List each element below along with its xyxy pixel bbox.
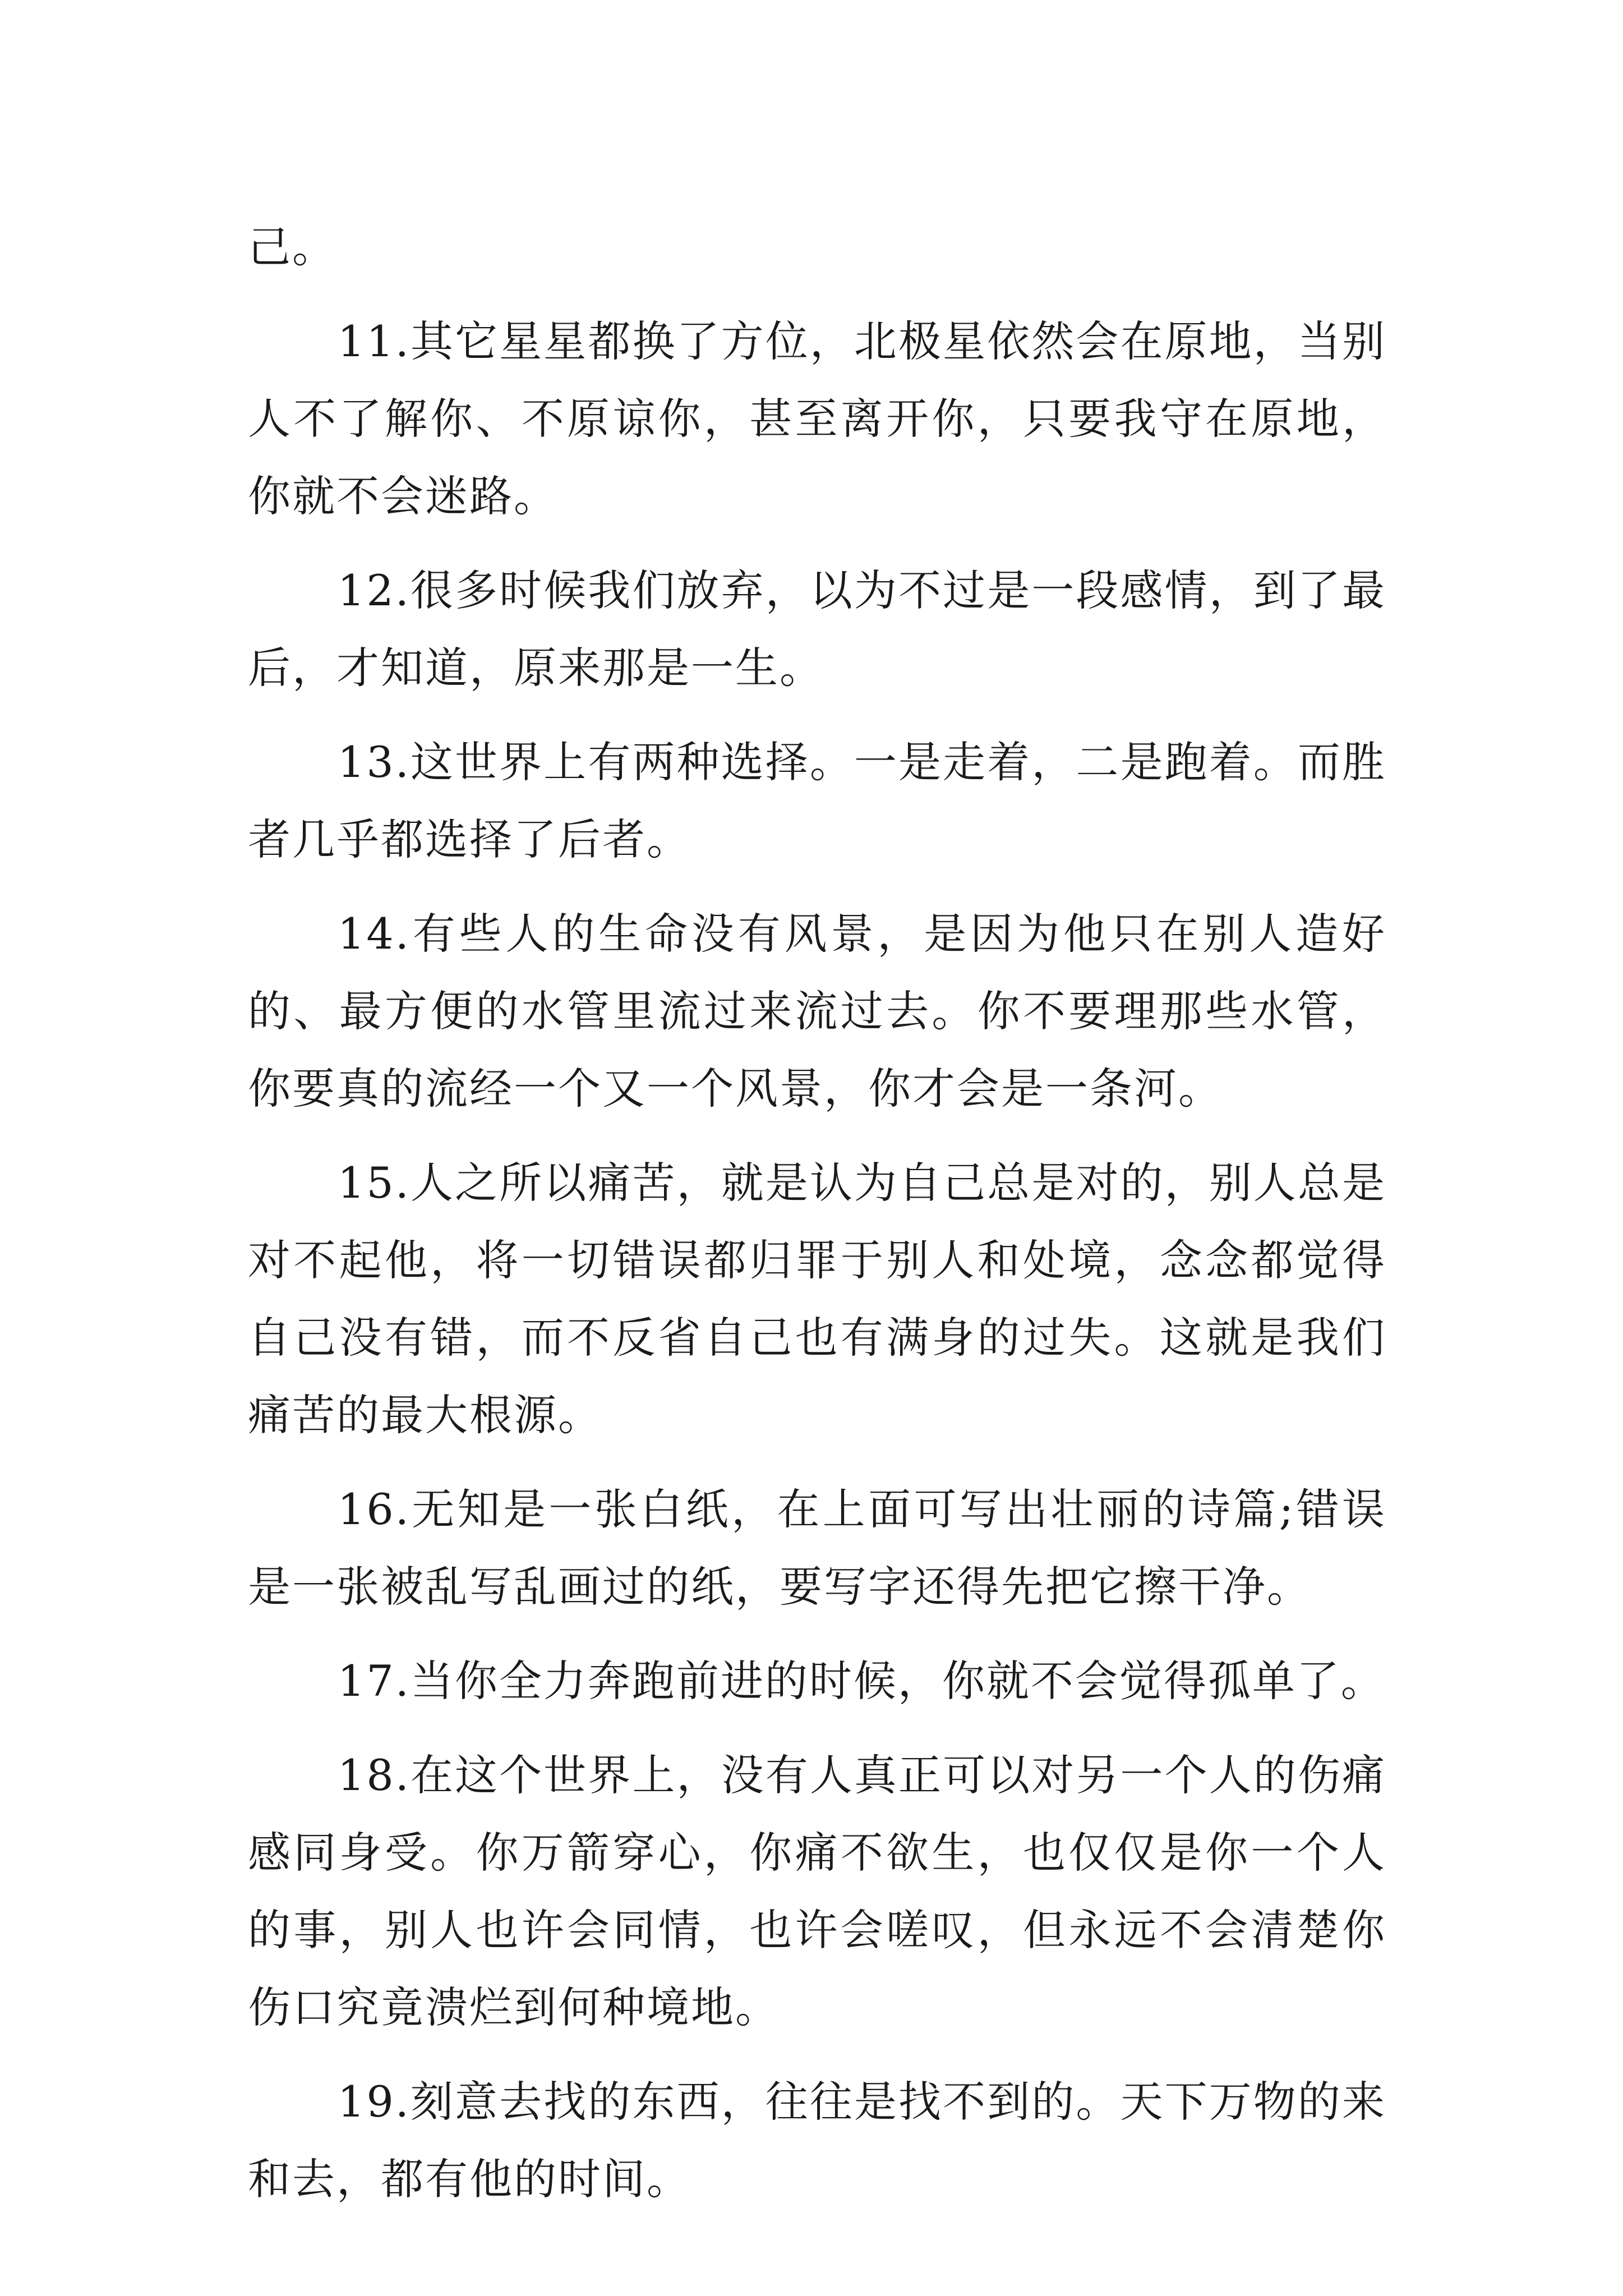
document-page	[248, 209, 1386, 2235]
paragraph-17: 17.当你全力奔跑前进的时候，你就不会觉得孤单了。	[338, 1656, 1385, 1706]
paragraph-continuation: 己。	[248, 222, 336, 272]
paragraph-19: 19.刻意去找的东西，往往是找不到的。天下万物的来和去，都有他的时间。	[248, 2077, 1386, 2204]
paragraph-12: 12.很多时候我们放弃，以为不过是一段感情，到了最后，才知道，原来那是一生。	[248, 565, 1386, 693]
paragraph-11: 11.其它星星都换了方位，北极星依然会在原地，当别人不了解你、不原谅你，甚至离开你，只要我守在原地，你就不会迷路。	[248, 316, 1386, 521]
paragraph-14: 14.有些人的生命没有风景，是因为他只在别人造好的、最方便的水管里流过来流过去。你不要理那些水管，你要真的流经一个又一个风景，你才会是一条河。	[248, 909, 1386, 1114]
paragraph-15: 15.人之所以痛苦，就是认为自己总是对的，别人总是对不起他，将一切错误都归罪于别人和处境，念念都觉得自己没有错，而不反省自己也有满身的过失。这就是我们痛苦的最大根源。	[248, 1158, 1386, 1440]
paragraph-18: 18.在这个世界上，没有人真正可以对另一个人的伤痛感同身受。你万箭穿心，你痛不欲生，也仅仅是你一个人的事，别人也许会同情，也许会嗟叹，但永远不会清楚你伤口究竟溃烂到何种境地。	[248, 1750, 1386, 2032]
paragraph-13: 13.这世界上有两种选择。一是走着，二是跑着。而胜者几乎都选择了后者。	[248, 737, 1386, 864]
paragraph-16: 16.无知是一张白纸，在上面可写出壮丽的诗篇;错误是一张被乱写乱画过的纸，要写字还得先把它擦干净。	[248, 1484, 1386, 1612]
